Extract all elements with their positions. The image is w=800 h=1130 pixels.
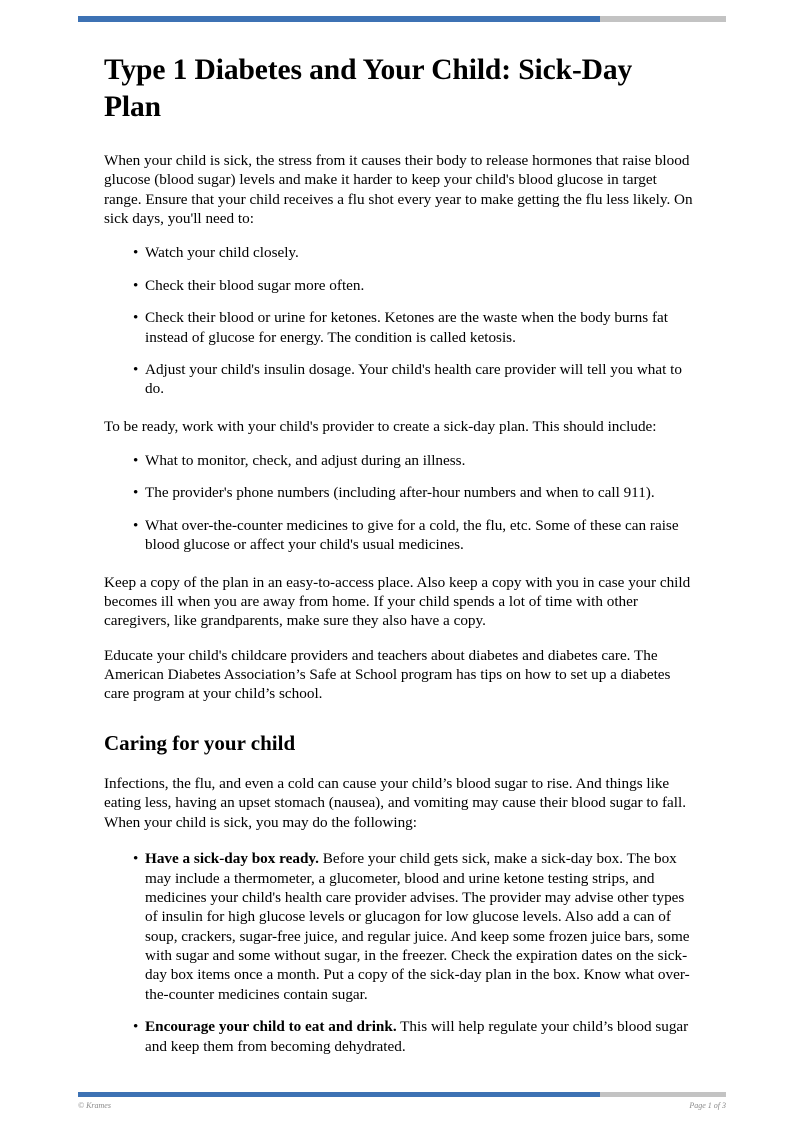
header-rule-gray-segment [600,16,726,22]
header-rule-blue-segment [78,16,600,22]
bullet-icon: • [133,484,139,502]
list-item-text: Check their blood sugar more often. [145,276,365,294]
section-heading-caring: Caring for your child [104,730,296,755]
list-item [104,243,694,262]
document-content [104,52,694,1069]
list-item-lead-in: Encourage your child to eat and drink. [145,1018,397,1036]
list-item-lead-in: Have a sick-day box ready. [145,850,319,868]
list-item [104,1017,694,1056]
plan-lead-paragraph: To be ready, work with your child's provider to create a sick-day plan. This should include: [104,417,657,435]
bullet-icon: • [133,452,139,470]
sick-day-actions-list [104,243,694,398]
page-title: Type 1 Diabetes and Your Child: Sick-Day Plan [104,54,633,124]
bullet-icon: • [133,516,139,534]
bullet-icon: • [133,309,139,327]
bullet-icon: • [133,360,139,378]
bullet-icon: • [133,276,139,294]
list-item-text: The provider's phone numbers (including after-hour numbers and when to call 911). [145,484,655,502]
list-item [104,451,694,470]
list-item [104,849,694,1004]
list-item [104,483,694,502]
list-item [104,276,694,295]
page-footer [78,1101,726,1110]
footer-rule-blue-segment [78,1092,600,1097]
list-item-text: Watch your child closely. [145,244,299,262]
list-item-text: This will help regulate your child’s blood sugar and keep them from becoming dehydrated. [145,1018,689,1055]
list-item [104,308,694,347]
footer-rule-gray-segment [600,1092,726,1097]
list-item [104,516,694,555]
caring-paragraph: Infections, the flu, and even a cold can cause your child’s blood sugar to rise. And things like eating less, having an upset stomach (nausea), and vomiting may cause their blood sugar to fall. When your child is sick, you may do the following: [104,775,687,831]
footer-rule [78,1092,726,1097]
copy-paragraph: Keep a copy of the plan in an easy-to-access place. Also keep a copy with you in case your child becomes ill when you are away from home. If your child spends a lot of time with other caregivers, like grandparents, make sure they also have a copy. [104,573,691,630]
list-item-text: Adjust your child's insulin dosage. Your child's health care provider will tell you what to do. [145,360,682,398]
list-item-text: Check their blood or urine for ketones. Ketones are the waste when the body burns fat instead of glucose for energy. The condition is called ketosis. [145,309,668,346]
bullet-icon: • [133,1018,139,1036]
page-number: Page 1 of 3 [689,1101,726,1110]
list-item [104,360,694,399]
educate-paragraph: Educate your child's childcare providers and teachers about diabetes and diabetes care. The American Diabetes Association’s Safe at School program has tips on how to set up a diabetes care program at your child’s school. [104,646,671,703]
list-item-text: Before your child gets sick, make a sick-day box. The box may include a thermometer, a glucometer, blood and urine ketone testing strips, and medicines your child's health care provider advises. The provider may advise other types of insulin for high glucose levels or glucagon for low glucose levels. Also add a can of soup, crackers, sugar-free juice, and regular juice. And keep some frozen juice bars, some with sugar and some without sugar, in the freezer. Check the expiration dates on the sick-day box items once a month. Put a copy of the sick-day plan in the box. Know what over-the-counter medicines contain sugar. [145,850,690,1003]
plan-items-list [104,451,694,555]
intro-paragraph: When your child is sick, the stress from it causes their body to release hormones that raise blood glucose (blood sugar) levels and make it harder to keep your child's blood glucose in target range. Ensure that your child receives a flu shot every year to make getting the flu less likely. On sick days, you'll need to: [104,151,693,228]
copyright-notice: © Krames [78,1101,111,1110]
caring-items-list [104,849,694,1056]
list-item-text: What to monitor, check, and adjust during an illness. [145,452,466,470]
header-rule [78,16,726,22]
bullet-icon: • [133,850,139,868]
list-item-text: What over-the-counter medicines to give for a cold, the flu, etc. Some of these can raise blood glucose or affect your child's usual medicines. [145,516,679,554]
bullet-icon: • [133,244,139,262]
